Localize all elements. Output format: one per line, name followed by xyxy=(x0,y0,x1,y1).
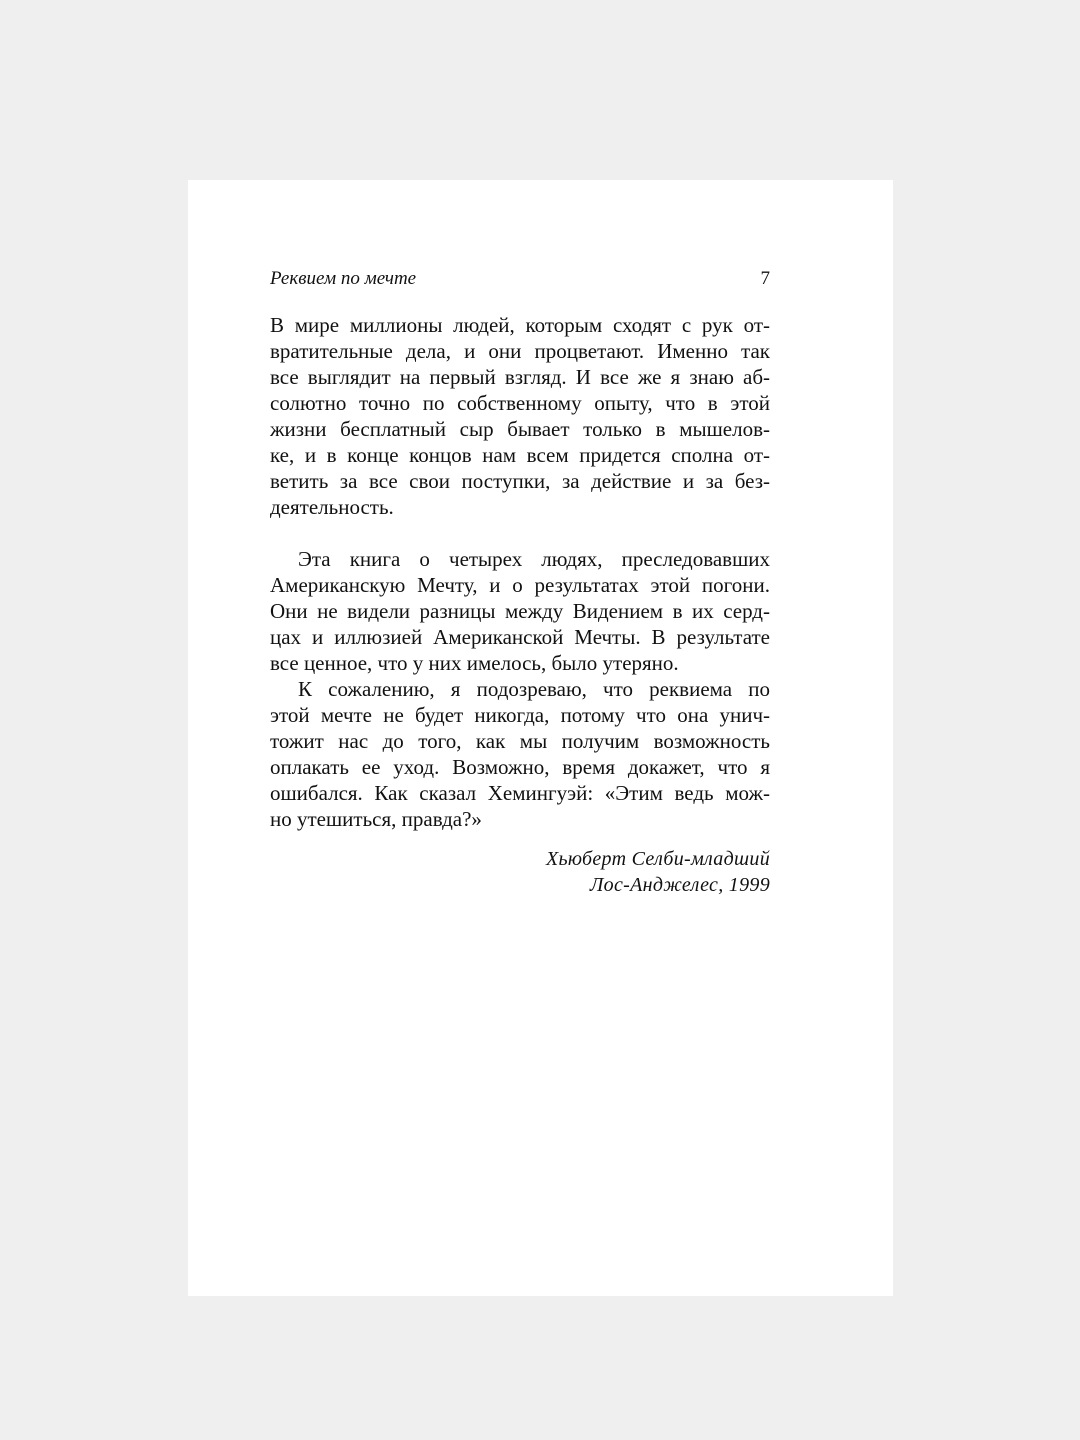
text-line: но утешиться, правда?» xyxy=(270,807,482,831)
text-line: Американскую Мечту, и о результатах этой погони. xyxy=(270,573,770,597)
text-line: вратительные дела, и они процветают. Именно так xyxy=(270,339,770,363)
text-line: все выглядит на первый взгляд. И все же я знаю аб- xyxy=(270,365,770,389)
signature xyxy=(270,846,770,898)
text-line: Эта книга о четырех людях, преследовавших xyxy=(298,547,770,571)
book-page xyxy=(188,180,893,1296)
text-line: все ценное, что у них имелось, было утеряно. xyxy=(270,651,679,675)
text-line: этой мечте не будет никогда, потому что она унич- xyxy=(270,703,770,727)
text-line: ке, и в конце концов нам всем придется сполна от- xyxy=(270,443,770,467)
running-title: Реквием по мечте xyxy=(270,268,417,289)
text-line: В мире миллионы людей, которым сходят с рук от- xyxy=(270,313,770,337)
signature-author: Хьюберт Селби-младший xyxy=(545,848,770,870)
text-line: тожит нас до того, как мы получим возможность xyxy=(270,729,770,753)
text-line: ветить за все свои поступки, за действие и за без- xyxy=(270,469,770,493)
text-line: ошибался. Как сказал Хемингуэй: «Этим ведь мож- xyxy=(270,781,770,805)
paragraph-2 xyxy=(270,546,770,832)
running-header xyxy=(270,264,770,294)
text-line: цах и иллюзией Американской Мечты. В результате xyxy=(270,625,770,649)
text-line: деятельность. xyxy=(270,495,394,519)
text-line: жизни бесплатный сыр бывает только в мышелов- xyxy=(270,417,770,441)
text-line: К сожалению, я подозреваю, что реквиема по xyxy=(298,677,770,701)
text-line: оплакать ее уход. Возможно, время докажет, что я xyxy=(270,755,770,779)
text-line: солютно точно по собственному опыту, что в этой xyxy=(270,391,770,415)
paragraph-1 xyxy=(270,312,770,520)
page-number: 7 xyxy=(760,268,770,289)
signature-place-year: Лос-Анджелес, 1999 xyxy=(589,874,770,896)
text-line: Они не видели разницы между Видением в их серд- xyxy=(270,599,770,623)
